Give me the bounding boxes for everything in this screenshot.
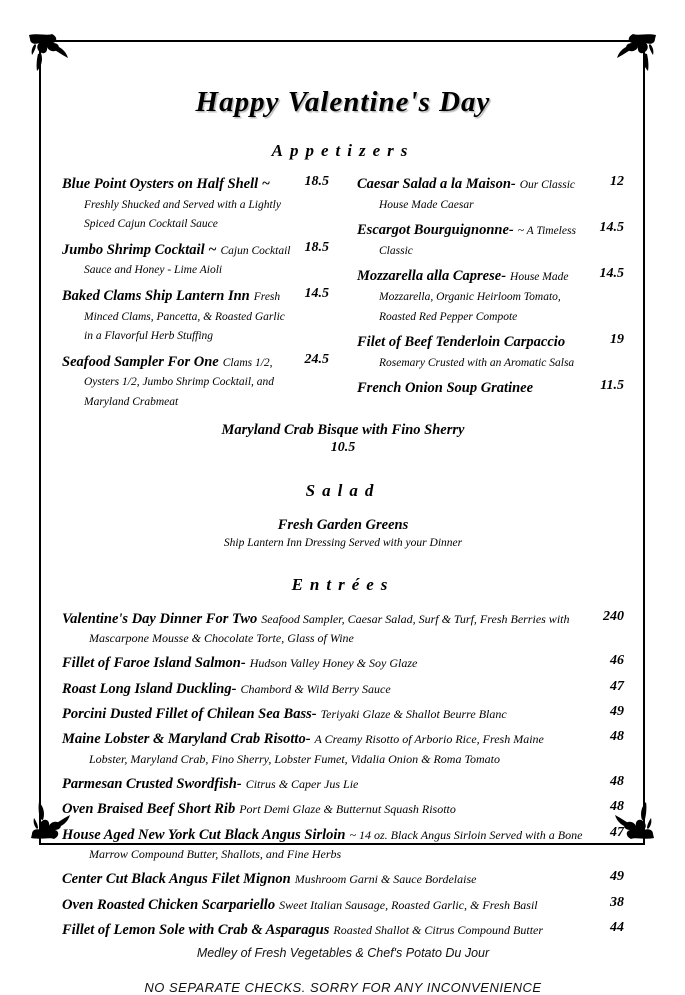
- item-name: Caesar Salad a la Maison-: [357, 176, 516, 192]
- item-name: French Onion Soup Gratinee: [357, 380, 534, 397]
- item-price: 18.5: [304, 239, 329, 255]
- sides-note: Medley of Fresh Vegetables & Chef's Potato Du Jour: [196, 945, 490, 960]
- item-price: 48: [610, 774, 624, 790]
- menu-item: [62, 704, 624, 723]
- item-description: Port Demi Glaze & Butternut Squash Risotto: [239, 802, 456, 817]
- menu-item: [62, 799, 624, 818]
- item-description: Mushroom Garni & Sauce Bordelaise: [294, 872, 477, 887]
- item-price: 38: [610, 894, 624, 910]
- menu-item-featured: [62, 421, 624, 457]
- item-description: Hudson Valley Honey & Soy Glaze: [249, 656, 418, 671]
- item-price: 11.5: [600, 378, 624, 394]
- item-description: Teriyaki Glaze & Shallot Beurre Blanc: [320, 707, 507, 722]
- item-price: 14.5: [304, 285, 329, 301]
- item-price: 46: [610, 653, 624, 669]
- item-name: Escargot Bourguignonne-: [357, 222, 514, 239]
- item-price: 48: [610, 799, 624, 815]
- item-name: Seafood Sampler For One: [62, 353, 219, 370]
- entrees-list: [62, 609, 624, 940]
- section-heading-salad: Salad: [305, 480, 381, 500]
- menu-item: [62, 515, 624, 551]
- item-price: 10.5: [330, 440, 356, 456]
- item-price: 14.5: [599, 266, 624, 282]
- page-title: Happy Valentine's Day: [195, 86, 491, 118]
- menu-item: [357, 332, 624, 371]
- item-description: Freshly Shucked and Served with a Lightly Spiced Cajun Cocktail Sauce: [84, 198, 281, 231]
- item-description: Sweet Italian Sausage, Roasted Garlic, & Fresh Basil: [279, 897, 538, 912]
- menu-item: [62, 653, 624, 672]
- menu-item: [357, 220, 624, 259]
- item-description: Fresh Minced Clams, Pancetta, & Roasted Garlic in a Flavorful Herb Stuffing: [84, 290, 285, 343]
- item-description: Our Classic House Made Caesar: [379, 179, 576, 211]
- item-description: Roasted Shallot & Citrus Compound Butter: [333, 923, 544, 938]
- menu-item: [62, 609, 624, 648]
- item-name: Roast Long Island Duckling-: [62, 680, 237, 697]
- menu-item: [62, 869, 624, 888]
- section-heading-entrees: Entrées: [291, 574, 395, 594]
- menu-content: [62, 72, 624, 995]
- appetizers-columns: [62, 174, 624, 417]
- item-name: Valentine's Day Dinner For Two: [62, 610, 258, 627]
- item-description: ~ A Timeless Classic: [379, 225, 576, 257]
- menu-item: [62, 729, 624, 768]
- item-name: Jumbo Shrimp Cocktail ~: [62, 241, 217, 258]
- item-description: Seafood Sampler, Caesar Salad, Surf & Turf, Fresh Berries with Mascarpone Mousse & Chocolate Torte, Glass of Wine: [89, 611, 570, 646]
- menu-item: [357, 378, 624, 398]
- menu-item: [62, 774, 624, 793]
- item-name: Filet of Beef Tenderloin Carpaccio: [357, 334, 566, 351]
- item-name: Blue Point Oysters on Half Shell ~: [62, 176, 271, 192]
- item-name: House Aged New York Cut Black Angus Sirloin: [62, 826, 346, 843]
- item-description: Citrus & Caper Jus Lie: [245, 777, 359, 792]
- item-description: Cajun Cocktail Sauce and Honey - Lime Aioli: [84, 244, 291, 277]
- item-name: Parmesan Crusted Swordfish-: [62, 776, 242, 793]
- item-description: Rosemary Crusted with an Aromatic Salsa: [379, 356, 575, 369]
- item-price: 18.5: [304, 174, 329, 189]
- menu-item: [62, 286, 329, 345]
- menu-item: [62, 174, 329, 233]
- item-description: Clams 1/2, Oysters 1/2, Jumbo Shrimp Cocktail, and Maryland Crabmeat: [84, 356, 275, 408]
- item-name: Fillet of Faroe Island Salmon-: [62, 655, 246, 672]
- item-name: Fresh Garden Greens: [277, 516, 409, 533]
- menu-item: [62, 825, 624, 864]
- appetizers-right-column: [357, 174, 624, 417]
- section-heading-appetizers: Appetizers: [271, 141, 415, 160]
- item-name: Oven Braised Beef Short Rib: [62, 801, 236, 818]
- item-price: 12: [610, 174, 624, 189]
- item-description: Ship Lantern Inn Dressing Served with your Dinner: [223, 536, 463, 549]
- item-price: 14.5: [599, 220, 624, 236]
- item-name: Maryland Crab Bisque with Fino Sherry: [221, 422, 465, 439]
- item-price: 19: [610, 332, 624, 348]
- appetizers-left-column: [62, 174, 329, 417]
- item-price: 49: [610, 704, 624, 720]
- item-description: ~ 14 oz. Black Angus Sirloin Served with a Bone Marrow Compound Butter, Shallots, and Fine Herbs: [89, 827, 583, 862]
- item-price: 240: [603, 608, 624, 624]
- menu-item: [62, 679, 624, 698]
- menu-item: [62, 240, 329, 279]
- item-description: A Creamy Risotto of Arborio Rice, Fresh Maine Lobster, Maryland Crab, Fino Sherry, Lobster Fumet, Vidalia Onion & Roma Tomato: [89, 732, 544, 766]
- item-name: Porcini Dusted Fillet of Chilean Sea Bass-: [62, 706, 317, 723]
- item-price: 44: [610, 920, 624, 936]
- item-description: Chambord & Wild Berry Sauce: [240, 681, 391, 696]
- item-name: Fillet of Lemon Sole with Crab & Asparagus: [62, 922, 330, 939]
- item-price: 47: [610, 824, 624, 840]
- item-description: House Made Mozzarella, Organic Heirloom Tomato, Roasted Red Pepper Compote: [379, 271, 569, 323]
- item-price: 24.5: [304, 351, 329, 367]
- item-name: Baked Clams Ship Lantern Inn: [62, 287, 250, 304]
- item-name: Maine Lobster & Maryland Crab Risotto-: [62, 731, 311, 748]
- menu-item: [357, 266, 624, 325]
- menu-item: [62, 895, 624, 914]
- item-name: Oven Roasted Chicken Scarpariello: [62, 896, 276, 913]
- menu-item: [62, 352, 329, 411]
- item-price: 47: [610, 678, 624, 694]
- menu-item: [357, 174, 624, 213]
- item-price: 48: [610, 729, 624, 745]
- menu-item: [62, 920, 624, 939]
- item-name: Center Cut Black Angus Filet Mignon: [62, 871, 291, 888]
- footer-disclaimer: NO SEPARATE CHECKS. SORRY FOR ANY INCONVENIENCE: [144, 979, 542, 995]
- item-name: Mozzarella alla Caprese-: [357, 268, 507, 285]
- item-price: 49: [610, 869, 624, 885]
